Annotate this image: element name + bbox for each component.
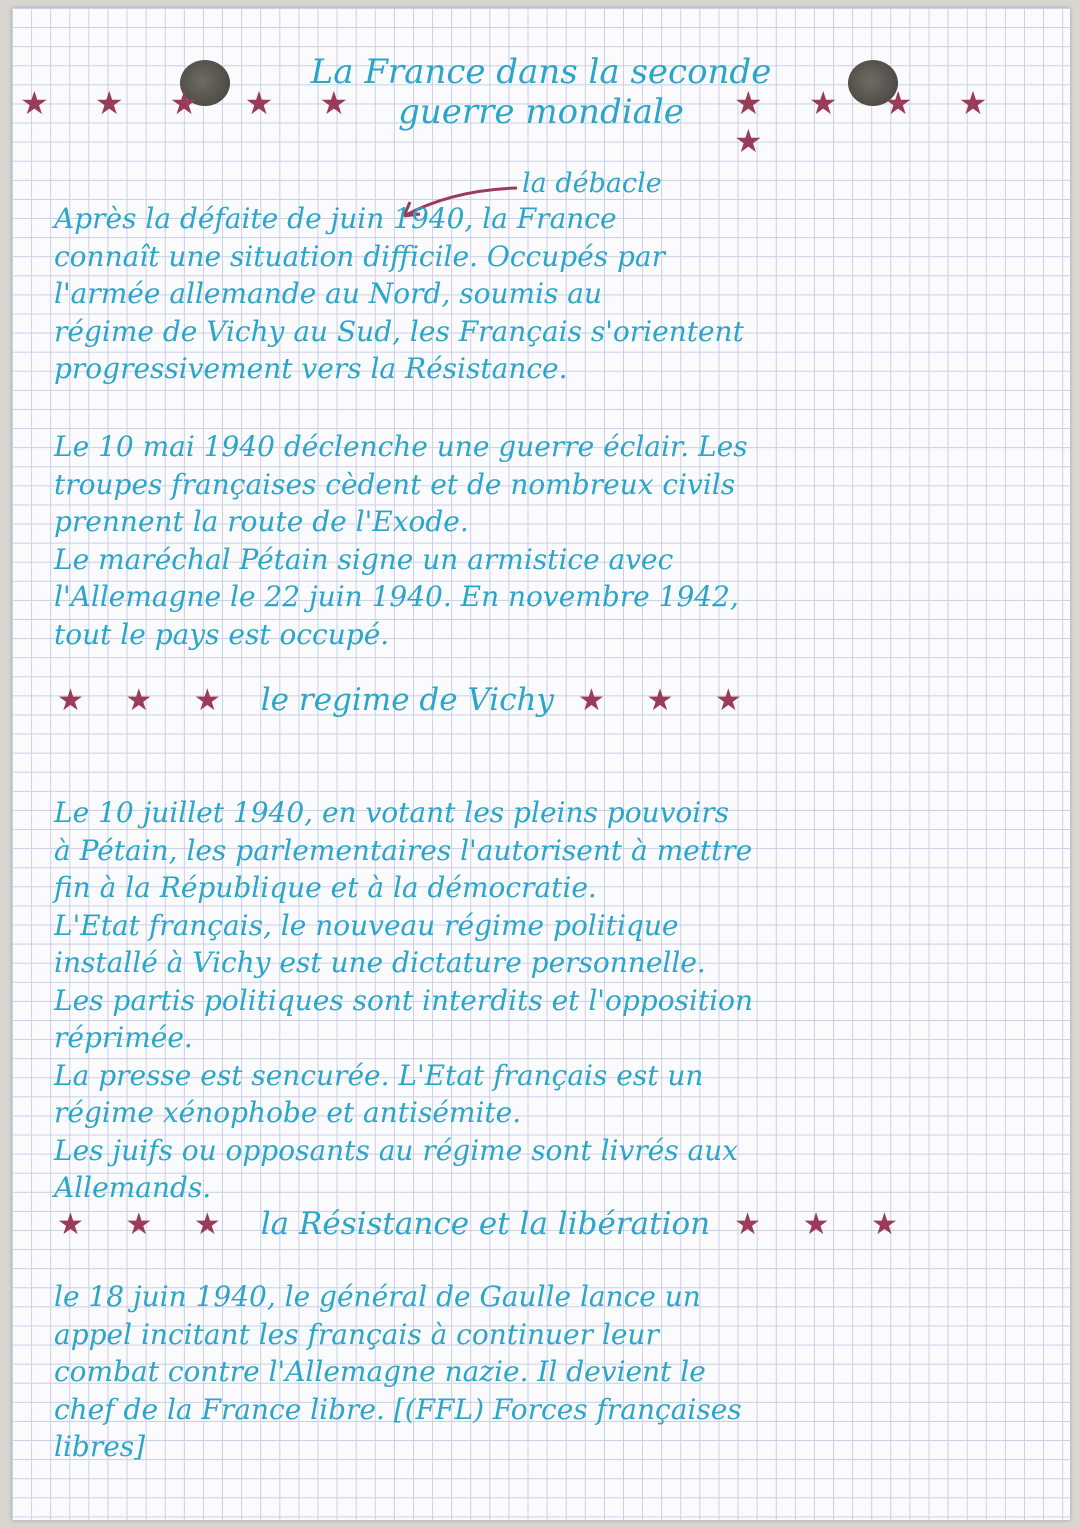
text-line: l'armée allemande au Nord, soumis au bbox=[54, 277, 603, 310]
heading-stars-left: ★ ★ ★ bbox=[57, 1206, 237, 1242]
text-line: progressivement vers la Résistance. bbox=[54, 352, 568, 385]
heading-resistance bbox=[57, 1204, 914, 1244]
text-line: fin à la République et à la démocratie. bbox=[54, 871, 597, 904]
text-line: Le 10 juillet 1940, en votant les pleins pouvoirs bbox=[54, 796, 729, 829]
vichy-paragraph bbox=[54, 794, 1054, 1207]
text-line: à Pétain, les parlementaires l'autorisent à mettre bbox=[54, 833, 753, 867]
heading-vichy bbox=[57, 680, 758, 720]
text-line: connaît une situation difficile. Occupés par bbox=[54, 239, 665, 273]
text-line: Allemands. bbox=[54, 1171, 212, 1204]
text-line: Le 10 mai 1940 déclenche une guerre éclair. Les bbox=[54, 430, 748, 463]
text-line: Le maréchal Pétain signe un armistice avec bbox=[54, 542, 674, 576]
text-line: chef de la France libre. [(FFL) Forces françaises bbox=[54, 1392, 742, 1426]
text-line: régime xénophobe et antisémite. bbox=[54, 1096, 522, 1129]
title-stars-left: ★ ★ ★ ★ ★ bbox=[20, 84, 367, 122]
heading-stars-left: ★ ★ ★ bbox=[57, 682, 237, 718]
text-line: régime de Vichy au Sud, les Français s'orientent bbox=[54, 314, 744, 348]
text-line: combat contre l'Allemagne nazie. Il devient le bbox=[54, 1355, 706, 1388]
intro-paragraph bbox=[54, 200, 1054, 388]
text-line: La presse est sencurée. L'Etat français est un bbox=[54, 1058, 704, 1092]
text-line: L'Etat français, le nouveau régime politique bbox=[54, 908, 679, 942]
text-line: prennent la route de l'Exode. bbox=[54, 505, 469, 538]
text-line: appel incitant les français à continuer leur bbox=[54, 1317, 659, 1351]
text-line: Les juifs ou opposants au régime sont livrés aux bbox=[54, 1133, 739, 1167]
text-line: réprimée. bbox=[54, 1021, 193, 1054]
text-line: libres] bbox=[54, 1430, 146, 1463]
debacle-paragraph bbox=[54, 428, 1054, 653]
text-line: troupes françaises cèdent et de nombreux civils bbox=[54, 467, 736, 501]
page-title-line2: guerre mondiale bbox=[398, 92, 684, 132]
heading-text: le regime de Vichy bbox=[260, 682, 555, 718]
text-line: le 18 juin 1940, le général de Gaulle lance un bbox=[54, 1280, 701, 1313]
resistance-paragraph bbox=[54, 1278, 1054, 1466]
annotation-debacle: la débacle bbox=[522, 168, 662, 199]
title-stars-right: ★ ★ ★ ★ ★ bbox=[734, 84, 1006, 160]
notebook-page bbox=[12, 8, 1070, 1520]
text-line: tout le pays est occupé. bbox=[54, 617, 390, 651]
text-line: l'Allemagne le 22 juin 1940. En novembre 1942, bbox=[54, 580, 739, 613]
text-line: Les partis politiques sont interdits et l'opposition bbox=[54, 983, 753, 1017]
text-line: installé à Vichy est une dictature personnelle. bbox=[54, 946, 706, 979]
text-line: Après la défaite de juin 1940, la France bbox=[54, 202, 617, 235]
heading-text: la Résistance et la libération bbox=[260, 1206, 711, 1242]
heading-stars-right: ★ ★ ★ bbox=[734, 1206, 914, 1242]
heading-stars-right: ★ ★ ★ bbox=[578, 682, 758, 718]
page-title-line1: La France dans la seconde bbox=[310, 52, 772, 92]
